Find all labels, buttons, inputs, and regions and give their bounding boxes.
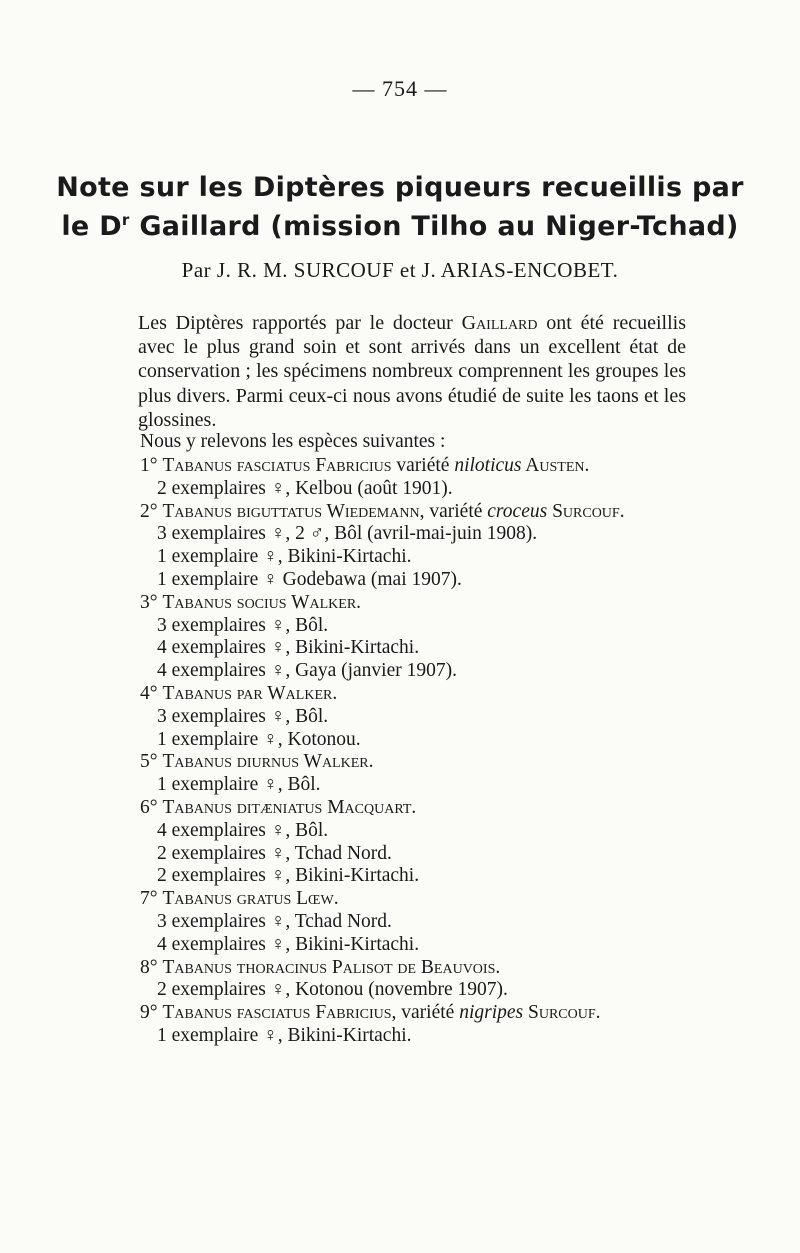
species-entry <box>140 683 337 705</box>
specimen-record: 4 exemplaires ♀, Gaya (janvier 1907). <box>157 660 457 682</box>
species-number: 2° <box>140 500 163 522</box>
authors-byline: Par J. R. M. SURCOUF et J. ARIAS-ENCOBET. <box>181 258 619 282</box>
species-number: 7° <box>140 888 163 910</box>
variety-author: Austen. <box>521 455 590 476</box>
title-superscript: r <box>121 211 130 229</box>
specimen-record: 3 exemplaires ♀, 2 ♂, Bôl (avril-mai-juin 1908). <box>157 523 538 545</box>
species-entry <box>140 1002 601 1024</box>
species-entry <box>140 592 361 614</box>
specimen-record: 2 exemplaires ♀, Kotonou (novembre 1907). <box>157 979 508 1001</box>
variety-label: variété <box>424 500 488 522</box>
species-number: 3° <box>140 591 163 613</box>
intro-text: Les Diptères rapportés par le docteur <box>138 312 462 334</box>
species-name: Tabanus fasciatus Fabricius, <box>162 1002 397 1024</box>
variety-author: Surcouf. <box>547 500 625 522</box>
variety-name: niloticus <box>454 455 522 476</box>
variety-author: Surcouf. <box>523 1002 601 1024</box>
intro-paragraph <box>138 311 686 432</box>
species-name: Tabanus thoracinus Palisot de Beauvois. <box>162 956 501 978</box>
intro-text: ont été recueillis avec le plus grand soin et sont arrivés dans un excellent état de conservation ; les spécimens nombreux comprennent les groupes les plus divers. Parmi ceux-ci nous avons étudié de suite les taons et les glossines. <box>138 312 686 431</box>
author-name-gaillard: Gaillard <box>461 312 538 334</box>
variety-name: croceus <box>487 500 548 522</box>
species-number: 8° <box>140 956 163 978</box>
species-number: 6° <box>140 797 163 818</box>
specimen-record: 3 exemplaires ♀, Bôl. <box>157 614 329 636</box>
specimen-record: 3 exemplaires ♀, Tchad Nord. <box>157 911 392 932</box>
species-entry <box>140 888 339 910</box>
specimen-record: 1 exemplaire ♀, Bôl. <box>157 774 321 796</box>
specimen-record: 3 exemplaires ♀, Bôl. <box>157 705 329 727</box>
species-intro-line: Nous y relevons les espèces suivantes : <box>140 431 446 452</box>
species-entry <box>140 455 589 477</box>
species-name: Tabanus diurnus Walker. <box>162 751 374 773</box>
specimen-record: 4 exemplaires ♀, Bikini-Kirtachi. <box>157 637 420 659</box>
specimen-record: 1 exemplaire ♀ Godebawa (mai 1907). <box>157 569 462 590</box>
specimen-record: 1 exemplaire ♀, Bikini-Kirtachi. <box>157 546 412 568</box>
specimen-record: 2 exemplaires ♀, Tchad Nord. <box>157 842 392 864</box>
species-name: Tabanus par Walker. <box>162 683 338 704</box>
species-name: Tabanus socius Walker. <box>162 591 362 613</box>
specimen-record: 2 exemplaires ♀, Bikini-Kirtachi. <box>157 865 420 887</box>
article-title-line-1: Note sur les Diptères piqueurs recueillis par <box>56 172 744 203</box>
species-entry <box>140 501 625 523</box>
title-part: Gaillard (mission Tilho au Niger-Tchad) <box>129 211 739 242</box>
specimen-record: 1 exemplaire ♀, Kotonou. <box>157 728 361 750</box>
species-number: 9° <box>140 1002 163 1024</box>
species-number: 5° <box>140 751 163 773</box>
species-entry <box>140 957 500 979</box>
specimen-record: 2 exemplaires ♀, Kelbou (août 1901). <box>157 477 453 499</box>
species-name: Tabanus gratus Lœw. <box>162 888 339 910</box>
title-part: le D <box>61 211 122 242</box>
species-name: Tabanus biguttatus Wiedemann, <box>162 500 425 522</box>
variety-name: nigripes <box>459 1002 524 1024</box>
specimen-record: 4 exemplaires ♀, Bôl. <box>157 819 329 841</box>
specimen-record: 1 exemplaire ♀, Bikini-Kirtachi. <box>157 1025 412 1046</box>
species-number: 1° <box>140 455 163 476</box>
variety-label: variété <box>391 455 455 476</box>
variety-label: variété <box>396 1002 460 1024</box>
species-entry <box>140 751 373 773</box>
species-number: 4° <box>140 683 163 704</box>
species-entry <box>140 797 416 819</box>
specimen-record: 4 exemplaires ♀, Bikini-Kirtachi. <box>157 933 420 955</box>
article-title-line-2 <box>0 211 800 242</box>
page-number: — 754 — <box>352 76 448 101</box>
species-name: Tabanus fasciatus Fabricius <box>162 455 392 476</box>
species-name: Tabanus ditæniatus Macquart. <box>162 797 417 818</box>
